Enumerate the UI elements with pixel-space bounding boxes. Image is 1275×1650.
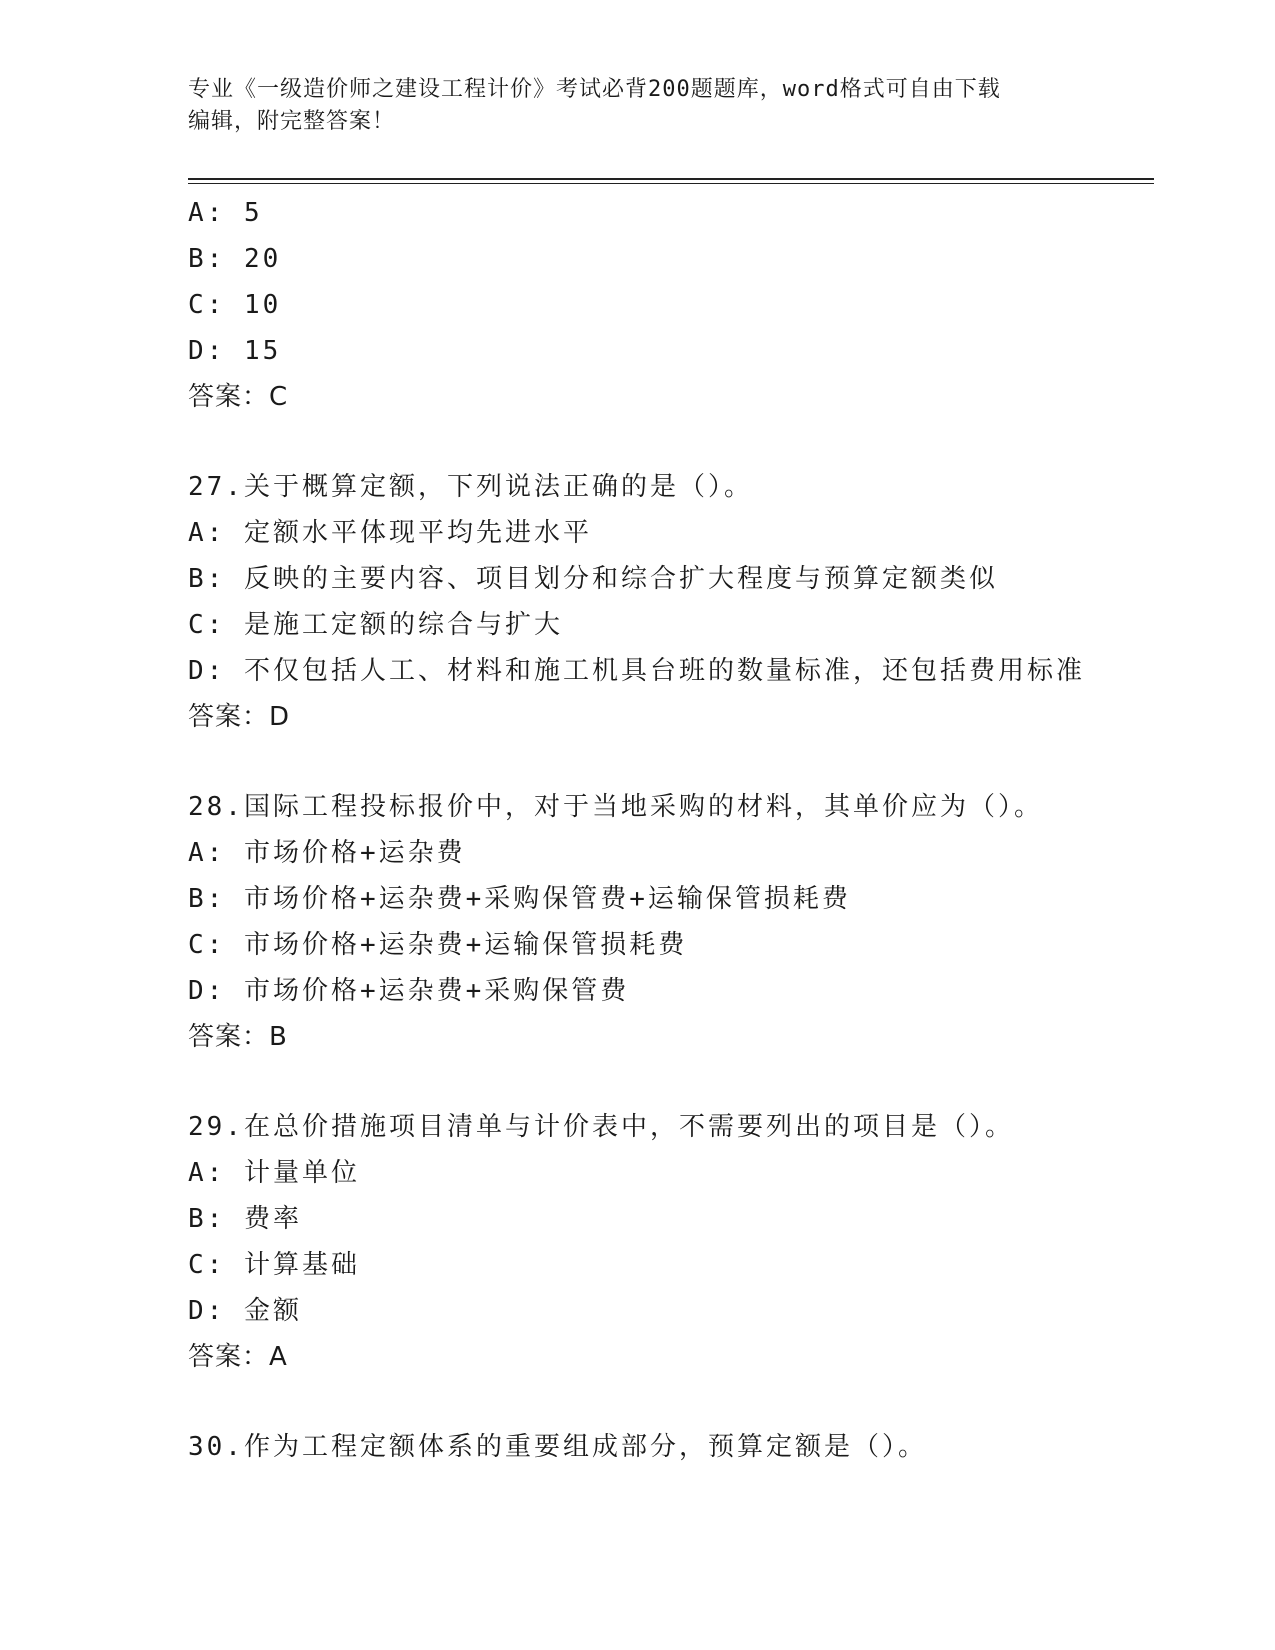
question-text: 27.关于概算定额，下列说法正确的是（）。 <box>188 472 753 502</box>
question-block-27 <box>188 464 1148 740</box>
option-c: C: 计算基础 <box>188 1250 360 1280</box>
option-a: A: 计量单位 <box>188 1158 360 1188</box>
question-text: 29.在总价措施项目清单与计价表中，不需要列出的项目是（）。 <box>188 1112 1014 1142</box>
header-rule-thick <box>188 178 1154 180</box>
option-c: C: 市场价格+运杂费+运输保管损耗费 <box>188 930 688 960</box>
option-a: A: 市场价格+运杂费 <box>188 838 466 868</box>
question-block-29 <box>188 1104 1148 1380</box>
option-b: B: 反映的主要内容、项目划分和综合扩大程度与预算定额类似 <box>188 564 998 594</box>
document-header <box>188 74 1068 138</box>
answer-line: 答案：B <box>188 1022 288 1052</box>
option-b: B: 费率 <box>188 1204 302 1234</box>
option-c: C: 10 <box>188 290 282 320</box>
question-list <box>188 190 1148 1470</box>
answer-line: 答案：D <box>188 702 291 732</box>
question-block-30 <box>188 1424 1148 1470</box>
option-b: B: 20 <box>188 244 282 274</box>
answer-line: 答案：A <box>188 1342 288 1372</box>
option-c: C: 是施工定额的综合与扩大 <box>188 610 563 640</box>
option-d: D: 不仅包括人工、材料和施工机具台班的数量标准，还包括费用标准 <box>188 656 1085 686</box>
option-a: A: 定额水平体现平均先进水平 <box>188 518 592 548</box>
header-rule-thin <box>188 183 1154 184</box>
question-text: 28.国际工程投标报价中，对于当地采购的材料，其单价应为（）。 <box>188 792 1043 822</box>
header-line-1: 专业《一级造价师之建设工程计价》考试必背200题题库，word格式可自由下载 <box>188 77 1001 102</box>
option-a: A: 5 <box>188 198 263 228</box>
option-d: D: 15 <box>188 336 282 366</box>
option-d: D: 市场价格+运杂费+采购保管费 <box>188 976 630 1006</box>
option-d: D: 金额 <box>188 1296 302 1326</box>
question-block-28 <box>188 784 1148 1060</box>
answer-line: 答案：C <box>188 382 289 412</box>
question-text: 30.作为工程定额体系的重要组成部分，预算定额是（）。 <box>188 1432 927 1462</box>
header-line-2: 编辑，附完整答案！ <box>188 109 396 134</box>
option-b: B: 市场价格+运杂费+采购保管费+运输保管损耗费 <box>188 884 851 914</box>
question-block-26 <box>188 190 1148 420</box>
